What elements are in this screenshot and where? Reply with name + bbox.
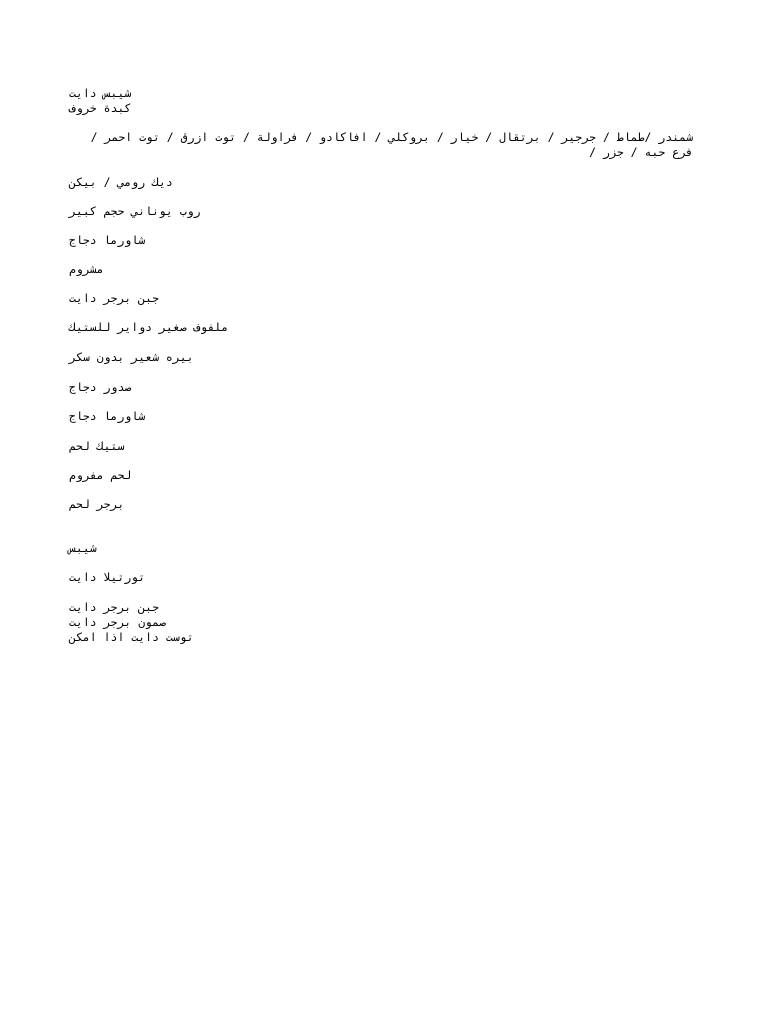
text-line: صدور دجاج xyxy=(69,380,132,394)
text-line: شيبس xyxy=(69,541,97,555)
text-line: لحم مفروم xyxy=(69,468,132,482)
text-line: جبن برجر دايت xyxy=(69,291,160,305)
text-line: بيره شعير بدون سكر xyxy=(69,350,194,364)
text-line: شاورما دجاج xyxy=(69,233,146,247)
text-line: صمون برجر دايت xyxy=(69,615,166,629)
text-line: ملفوف صغير دواير للستيك xyxy=(69,320,229,334)
text-line: توست دايت اذا امكن xyxy=(69,630,194,644)
text-line: برجر لحم xyxy=(69,497,125,511)
text-line: كبدة خروف xyxy=(69,101,132,115)
text-line: شيبس دايت xyxy=(69,86,132,100)
text-line: مشروم xyxy=(69,262,104,276)
text-line: روب يوناني حجم كبير xyxy=(69,204,201,218)
text-line: شمندر /طماط / جرجير / برتقال / خيار / بروكلي / افاكادو / فراولة / توت ازرق / توت احمر / فرع حبه / جزر / xyxy=(90,130,693,159)
text-line: تورتيلا دايت xyxy=(69,570,146,584)
text-line: جبن برجر دايت xyxy=(69,600,160,614)
text-line: ديك رومي / بيكن xyxy=(69,175,173,189)
text-line: شاورما دجاج xyxy=(69,409,146,423)
text-line: ستيك لحم xyxy=(69,439,125,453)
